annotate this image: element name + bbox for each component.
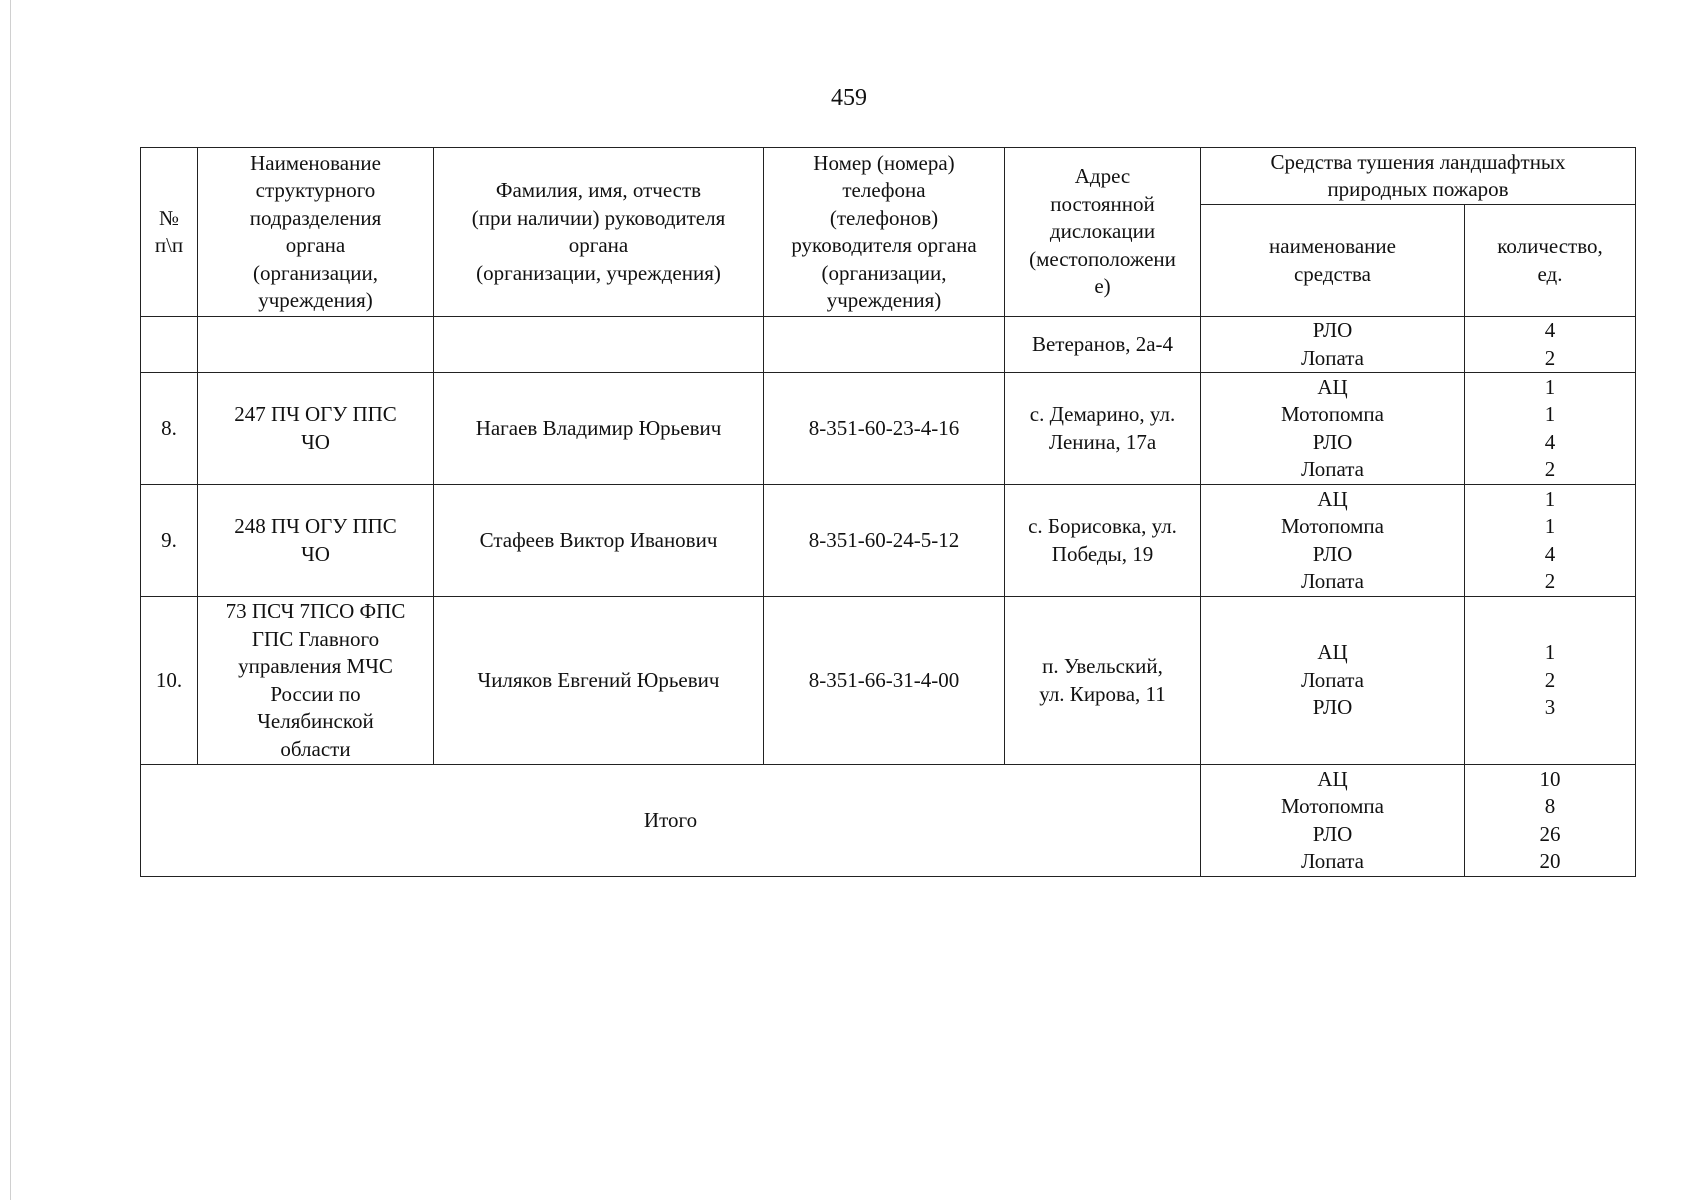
page-number: 459 [831, 85, 867, 111]
header-equipment-group: Средства тушения ландшафтных природных пожаров [1201, 148, 1636, 205]
header-row-1 [141, 148, 1636, 205]
row-address: с. Борисовка, ул. Победы, 19 [1005, 485, 1201, 597]
row-items: РЛО Лопата [1201, 317, 1465, 373]
row-address: п. Увельский, ул. Кирова, 11 [1005, 597, 1201, 765]
total-items: АЦ Мотопомпа РЛО Лопата [1201, 765, 1465, 877]
row-num: 9. [141, 485, 198, 597]
row-address: Ветеранов, 2а-4 [1005, 317, 1201, 373]
row-head: Чиляков Евгений Юрьевич [434, 597, 764, 765]
total-row [141, 765, 1636, 877]
total-label: Итого [141, 765, 1201, 877]
row-num: 10. [141, 597, 198, 765]
table-row [141, 317, 1636, 373]
row-qty: 1 2 3 [1465, 597, 1636, 765]
row-address: с. Демарино, ул. Ленина, 17а [1005, 373, 1201, 485]
table-row [141, 485, 1636, 597]
total-qty: 10 8 26 20 [1465, 765, 1636, 877]
row-items: АЦ Мотопомпа РЛО Лопата [1201, 373, 1465, 485]
header-phone: Номер (номера) телефона (телефонов) руководителя органа (организации, учреждения) [764, 148, 1005, 317]
row-head: Нагаев Владимир Юрьевич [434, 373, 764, 485]
row-num: 8. [141, 373, 198, 485]
row-items: АЦ Лопата РЛО [1201, 597, 1465, 765]
header-num: № п\п [141, 148, 198, 317]
row-unit: 247 ПЧ ОГУ ППС ЧО [198, 373, 434, 485]
header-unit: Наименование структурного подразделения органа (организации, учреждения) [198, 148, 434, 317]
row-phone: 8-351-66-31-4-00 [764, 597, 1005, 765]
row-unit [198, 317, 434, 373]
header-address: Адрес постоянной дислокации (местоположени е) [1005, 148, 1201, 317]
header-equipment-name: наименование средства [1201, 205, 1465, 317]
scan-edge-line [10, 0, 11, 1200]
row-unit: 248 ПЧ ОГУ ППС ЧО [198, 485, 434, 597]
row-qty: 1 1 4 2 [1465, 485, 1636, 597]
header-head: Фамилия, имя, отчеств (при наличии) руководителя органа (организации, учреждения) [434, 148, 764, 317]
table-row [141, 597, 1636, 765]
row-phone [764, 317, 1005, 373]
table-row [141, 373, 1636, 485]
row-qty: 4 2 [1465, 317, 1636, 373]
row-phone: 8-351-60-24-5-12 [764, 485, 1005, 597]
row-qty: 1 1 4 2 [1465, 373, 1636, 485]
row-head: Стафеев Виктор Иванович [434, 485, 764, 597]
row-phone: 8-351-60-23-4-16 [764, 373, 1005, 485]
row-head [434, 317, 764, 373]
equipment-table [140, 147, 1636, 877]
header-equipment-qty: количество, ед. [1465, 205, 1636, 317]
row-unit: 73 ПСЧ 7ПСО ФПС ГПС Главного управления МЧС России по Челябинской области [198, 597, 434, 765]
row-items: АЦ Мотопомпа РЛО Лопата [1201, 485, 1465, 597]
row-num [141, 317, 198, 373]
